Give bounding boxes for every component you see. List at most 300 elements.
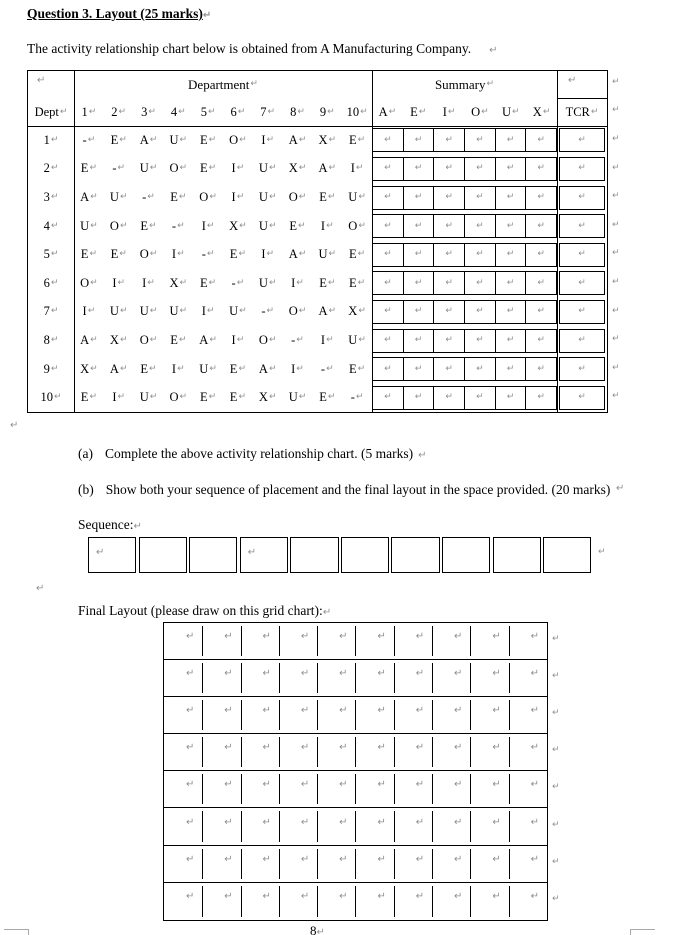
relation-cell (283, 155, 313, 184)
summary-cell[interactable] (495, 272, 526, 294)
return-mark-icon: ↵ (415, 631, 425, 643)
summary-cell[interactable] (403, 158, 434, 180)
summary-cell[interactable] (403, 330, 434, 352)
summary-cell[interactable] (373, 272, 403, 294)
layout-cell[interactable] (202, 846, 240, 882)
layout-cell[interactable] (355, 623, 393, 659)
sequence-cell[interactable] (493, 537, 541, 573)
summary-cell[interactable] (525, 272, 556, 294)
summary-cell[interactable] (403, 129, 434, 151)
return-mark-icon: ↵ (327, 191, 336, 202)
tcr-cell[interactable] (559, 157, 605, 181)
cell-text: E (170, 332, 178, 347)
layout-cell[interactable] (432, 846, 470, 882)
return-mark-icon: ↵ (447, 106, 456, 117)
return-mark-icon: ↵ (384, 134, 392, 145)
tcr-cell[interactable] (559, 357, 605, 381)
layout-cell[interactable] (279, 734, 317, 770)
cell-text: E (348, 247, 357, 262)
return-mark-icon: ↵ (414, 249, 423, 260)
relation-cell (193, 240, 223, 269)
return-mark-icon: ↵ (147, 277, 155, 288)
return-mark-icon: ↵ (149, 363, 157, 374)
question-a-text: Complete the above activity relationship chart. (5 marks) (104, 446, 414, 461)
summary-cell[interactable] (433, 330, 464, 352)
row-end-mark (612, 190, 620, 201)
layout-cell[interactable] (202, 883, 240, 920)
layout-cell[interactable] (394, 623, 432, 659)
cell-text: O (258, 332, 268, 347)
grid-line (355, 626, 356, 656)
sequence-cell[interactable] (240, 537, 288, 573)
summary-cell[interactable] (464, 215, 495, 237)
summary-cell[interactable] (464, 387, 495, 409)
sequence-cell[interactable] (341, 537, 389, 573)
sequence-cell[interactable] (290, 537, 338, 573)
layout-cell[interactable] (279, 883, 317, 920)
layout-cell[interactable] (355, 771, 393, 807)
cell-text: X (80, 361, 90, 376)
return-mark-icon: ↵ (506, 134, 515, 145)
tcr-header-cell (557, 98, 607, 126)
layout-cell[interactable] (241, 697, 279, 733)
layout-cell[interactable] (470, 697, 508, 733)
cell-text: 6 (43, 275, 50, 290)
summary-cell[interactable] (373, 330, 403, 352)
layout-cell[interactable] (317, 623, 355, 659)
tcr-cell[interactable] (559, 271, 605, 295)
cell-text: U (80, 218, 90, 233)
return-mark-icon: ↵ (537, 134, 545, 145)
cell-text: A (378, 104, 388, 119)
return-mark-icon: ↵ (355, 163, 364, 174)
layout-cell[interactable] (470, 846, 508, 882)
layout-cell[interactable] (317, 734, 355, 770)
row-end-mark (612, 362, 620, 373)
relation-cell (253, 269, 283, 298)
summary-cell[interactable] (464, 301, 495, 323)
cell-text: A (318, 161, 328, 176)
sequence-cell[interactable] (189, 537, 237, 573)
layout-cell[interactable] (470, 734, 508, 770)
layout-cell[interactable] (241, 883, 279, 920)
cell-text: 5 (200, 104, 207, 119)
return-mark-icon: ↵ (339, 853, 348, 865)
layout-grid-row (164, 771, 547, 808)
layout-cell[interactable] (317, 771, 355, 807)
layout-cell[interactable] (470, 808, 508, 844)
relation-cell (342, 383, 372, 412)
layout-cell[interactable] (470, 660, 508, 696)
summary-cell[interactable] (525, 158, 556, 180)
layout-cell[interactable] (241, 808, 279, 844)
return-mark-icon: ↵ (266, 134, 275, 145)
layout-cell[interactable] (241, 623, 279, 659)
layout-cell[interactable] (164, 697, 202, 733)
summary-cell[interactable] (525, 301, 556, 323)
cell-text: I (201, 304, 206, 319)
layout-cell[interactable] (470, 883, 508, 920)
tcr-cell[interactable] (559, 128, 605, 152)
question-b-text: Show both your sequence of placement and the final layout in the space provided. (20 marks) (105, 482, 611, 497)
summary-cell[interactable] (433, 158, 464, 180)
relation-cell (312, 240, 342, 269)
return-mark-icon: ↵ (454, 631, 463, 643)
summary-cell[interactable] (464, 272, 495, 294)
relation-cell (253, 126, 283, 155)
layout-cell[interactable] (317, 808, 355, 844)
layout-cell[interactable] (241, 846, 279, 882)
layout-cell[interactable] (509, 771, 547, 807)
cell-text: 1 (81, 104, 88, 119)
summary-cell[interactable] (495, 244, 526, 266)
layout-cell[interactable] (164, 660, 202, 696)
return-mark-icon: ↵ (239, 220, 247, 231)
summary-cell[interactable] (464, 244, 495, 266)
layout-cell[interactable] (279, 846, 317, 882)
return-mark-icon: ↵ (384, 163, 392, 174)
layout-cell[interactable] (279, 808, 317, 844)
return-mark-icon: ↵ (612, 105, 620, 115)
layout-cell[interactable] (394, 771, 432, 807)
summary-cell[interactable] (525, 387, 556, 409)
grid-line (432, 849, 433, 879)
summary-cell[interactable] (403, 358, 434, 380)
layout-cell[interactable] (279, 771, 317, 807)
relation-cell (74, 155, 104, 184)
layout-grid-row (164, 883, 547, 920)
relation-cell (223, 383, 253, 412)
return-mark-icon: ↵ (118, 106, 127, 117)
summary-cell[interactable] (373, 387, 403, 409)
summary-cell[interactable] (495, 158, 526, 180)
return-mark-icon: ↵ (236, 334, 245, 345)
sequence-cell[interactable] (442, 537, 490, 573)
layout-cell[interactable] (432, 660, 470, 696)
summary-cell[interactable] (495, 129, 526, 151)
tcr-cell[interactable] (559, 214, 605, 238)
layout-cell[interactable] (432, 734, 470, 770)
layout-cell[interactable] (394, 697, 432, 733)
return-mark-icon: ↵ (224, 891, 233, 903)
layout-cell[interactable] (241, 660, 279, 696)
layout-cell[interactable] (509, 697, 547, 733)
layout-cell[interactable] (355, 883, 393, 920)
return-mark-icon: ↵ (357, 277, 366, 288)
tcr-cell[interactable] (559, 386, 605, 410)
cell-text: I (320, 218, 326, 233)
cell-text: E (199, 161, 208, 176)
return-mark-icon: ↵ (537, 163, 545, 174)
summary-cell[interactable] (433, 215, 464, 237)
return-mark-icon: ↵ (328, 134, 337, 145)
return-mark-icon: ↵ (149, 134, 158, 145)
summary-strip (372, 157, 557, 181)
return-mark-icon: ↵ (445, 277, 453, 288)
return-mark-icon: ↵ (328, 306, 337, 317)
relation-cell (342, 240, 372, 269)
row-end-mark (612, 305, 620, 316)
return-mark-icon: ↵ (578, 192, 586, 202)
return-mark-icon: ↵ (384, 220, 392, 231)
cell-text: X (318, 132, 328, 147)
summary-cell[interactable] (373, 301, 403, 323)
grid-line (394, 774, 395, 804)
layout-cell[interactable] (279, 623, 317, 659)
tcr-cell[interactable] (559, 300, 605, 324)
return-mark-icon: ↵ (262, 705, 271, 717)
sequence-cell[interactable] (391, 537, 439, 573)
return-mark-icon: ↵ (179, 306, 188, 317)
return-mark-icon: ↵ (612, 391, 620, 402)
summary-cell[interactable] (433, 301, 464, 323)
relation-cell (193, 155, 223, 184)
summary-cell[interactable] (403, 387, 434, 409)
return-mark-icon: ↵ (149, 163, 158, 174)
cell-text: Dept (34, 104, 59, 119)
layout-cell[interactable] (202, 697, 240, 733)
return-mark-icon: ↵ (492, 779, 501, 791)
return-mark-icon: ↵ (185, 779, 195, 791)
return-mark-icon: ↵ (537, 392, 545, 403)
return-mark-icon: ↵ (492, 891, 501, 903)
return-mark-icon: ↵ (185, 705, 195, 717)
layout-cell[interactable] (164, 846, 202, 882)
summary-cell[interactable] (403, 187, 434, 209)
relation-cell (163, 212, 193, 241)
layout-cell[interactable] (509, 660, 547, 696)
return-mark-icon: ↵ (177, 249, 185, 260)
layout-cell[interactable] (202, 660, 240, 696)
return-mark-icon: ↵ (530, 742, 540, 754)
tcr-cell[interactable] (559, 329, 605, 353)
return-mark-icon: ↵ (119, 220, 128, 231)
relation-cell (223, 240, 253, 269)
cell-text: E (319, 390, 327, 405)
layout-cell[interactable] (432, 771, 470, 807)
summary-cell[interactable] (433, 244, 464, 266)
summary-cell[interactable] (525, 330, 556, 352)
summary-cell[interactable] (525, 187, 556, 209)
return-mark-icon: ↵ (476, 392, 484, 403)
return-mark-icon: ↵ (178, 334, 187, 345)
layout-cell[interactable] (432, 808, 470, 844)
sequence-cell[interactable] (543, 537, 591, 573)
sequence-cell[interactable] (88, 537, 136, 573)
summary-cell[interactable] (373, 187, 403, 209)
cell-text: U (348, 189, 358, 204)
layout-cell[interactable] (317, 883, 355, 920)
grid-line (317, 886, 318, 917)
summary-cell[interactable] (373, 244, 403, 266)
cell-text: 10 (346, 104, 360, 119)
summary-cell[interactable] (373, 129, 403, 151)
sequence-cell[interactable] (139, 537, 187, 573)
return-mark-icon: ↵ (149, 306, 158, 317)
summary-cell[interactable] (495, 301, 526, 323)
layout-cell[interactable] (164, 808, 202, 844)
return-mark-icon: ↵ (50, 363, 59, 374)
return-mark-icon: ↵ (476, 363, 484, 374)
layout-cell[interactable] (279, 697, 317, 733)
return-mark-icon: ↵ (481, 106, 489, 117)
layout-cell[interactable] (394, 883, 432, 920)
summary-cell[interactable] (403, 215, 434, 237)
return-mark-icon: ↵ (119, 334, 128, 345)
cell-text: E (80, 390, 89, 405)
return-mark-icon: ↵ (537, 277, 545, 288)
return-mark-icon: ↵ (148, 106, 156, 117)
summary-cell[interactable] (433, 129, 464, 151)
layout-cell[interactable] (241, 734, 279, 770)
summary-col-header (495, 98, 526, 126)
layout-cell[interactable] (164, 623, 202, 659)
summary-cell[interactable] (495, 387, 526, 409)
return-mark-icon: ↵ (10, 420, 19, 431)
return-mark-icon: ↵ (476, 306, 484, 317)
summary-cell[interactable] (464, 158, 495, 180)
layout-cell[interactable] (355, 734, 393, 770)
summary-cell[interactable] (495, 187, 526, 209)
return-mark-icon: ↵ (445, 220, 453, 231)
layout-cell[interactable] (202, 771, 240, 807)
layout-cell[interactable] (241, 771, 279, 807)
summary-cell[interactable] (433, 272, 464, 294)
cell-text: E (110, 132, 119, 147)
cell-text: U (318, 247, 328, 262)
layout-cell[interactable] (279, 660, 317, 696)
relation-cell (163, 269, 193, 298)
layout-cell[interactable] (164, 771, 202, 807)
layout-cell[interactable] (317, 697, 355, 733)
summary-cell[interactable] (373, 215, 403, 237)
return-mark-icon: ↵ (384, 335, 392, 345)
layout-cell[interactable] (164, 883, 202, 920)
summary-cell[interactable] (403, 301, 434, 323)
return-mark-icon: ↵ (37, 75, 46, 86)
layout-cell[interactable] (509, 883, 547, 920)
layout-cell[interactable] (202, 734, 240, 770)
intro-text (27, 41, 498, 57)
return-mark-icon: ↵ (117, 392, 126, 403)
layout-cell[interactable] (355, 697, 393, 733)
summary-cell[interactable] (495, 330, 526, 352)
layout-cell[interactable] (317, 846, 355, 882)
tcr-cell[interactable] (559, 186, 605, 210)
tcr-top-cell (557, 71, 607, 98)
cell-text: O (169, 161, 179, 176)
cell-text: - (142, 189, 147, 204)
layout-cell[interactable] (509, 623, 547, 659)
return-mark-icon: ↵ (185, 631, 195, 643)
summary-cell[interactable] (433, 358, 464, 380)
relation-cell (134, 298, 164, 327)
layout-cell[interactable] (432, 883, 470, 920)
grid-line (317, 811, 318, 841)
cell-text: U (199, 361, 209, 376)
summary-cell[interactable] (464, 129, 495, 151)
summary-cell[interactable] (525, 358, 556, 380)
grid-line (279, 774, 280, 804)
summary-cell[interactable] (403, 244, 434, 266)
layout-cell[interactable] (202, 623, 240, 659)
return-mark-icon: ↵ (50, 134, 59, 145)
summary-cell[interactable] (495, 358, 526, 380)
return-mark-icon: ↵ (552, 634, 560, 644)
layout-cell[interactable] (432, 623, 470, 659)
dept-header-cell (28, 98, 74, 126)
cell-text: U (229, 304, 239, 319)
summary-cell[interactable] (525, 129, 556, 151)
layout-cell[interactable] (317, 660, 355, 696)
relation-cell (74, 212, 104, 241)
layout-cell[interactable] (509, 846, 547, 882)
layout-cell[interactable] (470, 623, 508, 659)
summary-cell[interactable] (373, 158, 403, 180)
layout-cell[interactable] (432, 697, 470, 733)
summary-cell[interactable] (373, 358, 403, 380)
layout-cell[interactable] (394, 846, 432, 882)
summary-cell[interactable] (495, 215, 526, 237)
summary-cell[interactable] (433, 387, 464, 409)
layout-cell[interactable] (509, 734, 547, 770)
tcr-cell[interactable] (559, 243, 605, 267)
dept-col-header (253, 98, 283, 126)
relation-cell (312, 326, 342, 355)
layout-cell[interactable] (394, 660, 432, 696)
cell-text: I (171, 247, 177, 262)
return-mark-icon: ↵ (53, 392, 62, 403)
cell-text: I (231, 161, 236, 176)
layout-cell[interactable] (355, 846, 393, 882)
return-mark-icon: ↵ (117, 277, 126, 288)
summary-cell[interactable] (464, 358, 495, 380)
summary-cell[interactable] (403, 272, 434, 294)
grid-line (509, 737, 510, 767)
grid-line (241, 737, 242, 767)
cell-text: O (80, 275, 90, 290)
layout-cell[interactable] (394, 808, 432, 844)
layout-cell[interactable] (164, 734, 202, 770)
return-mark-icon: ↵ (358, 306, 366, 317)
grid-line (470, 737, 471, 767)
layout-cell[interactable] (470, 771, 508, 807)
cell-text: U (258, 189, 268, 204)
page-number-text: 8 (310, 923, 317, 935)
return-mark-icon: ↵ (90, 220, 98, 231)
layout-cell[interactable] (202, 808, 240, 844)
layout-cell[interactable] (509, 808, 547, 844)
cell-text: - (231, 275, 236, 290)
layout-cell[interactable] (355, 660, 393, 696)
summary-cell[interactable] (525, 244, 556, 266)
row-end-mark (552, 707, 560, 718)
summary-cell[interactable] (464, 187, 495, 209)
summary-cell[interactable] (464, 330, 495, 352)
cell-text: 7 (260, 104, 267, 119)
summary-cell[interactable] (525, 215, 556, 237)
grid-line (470, 663, 471, 693)
return-mark-icon: ↵ (237, 106, 246, 117)
layout-cell[interactable] (394, 734, 432, 770)
relation-cell (134, 326, 164, 355)
summary-cell[interactable] (433, 187, 464, 209)
layout-cell[interactable] (355, 808, 393, 844)
cell-text: I (171, 361, 177, 376)
return-mark-icon: ↵ (87, 306, 96, 317)
question-b-label: (b) (78, 482, 94, 497)
return-mark-icon: ↵ (578, 249, 586, 260)
